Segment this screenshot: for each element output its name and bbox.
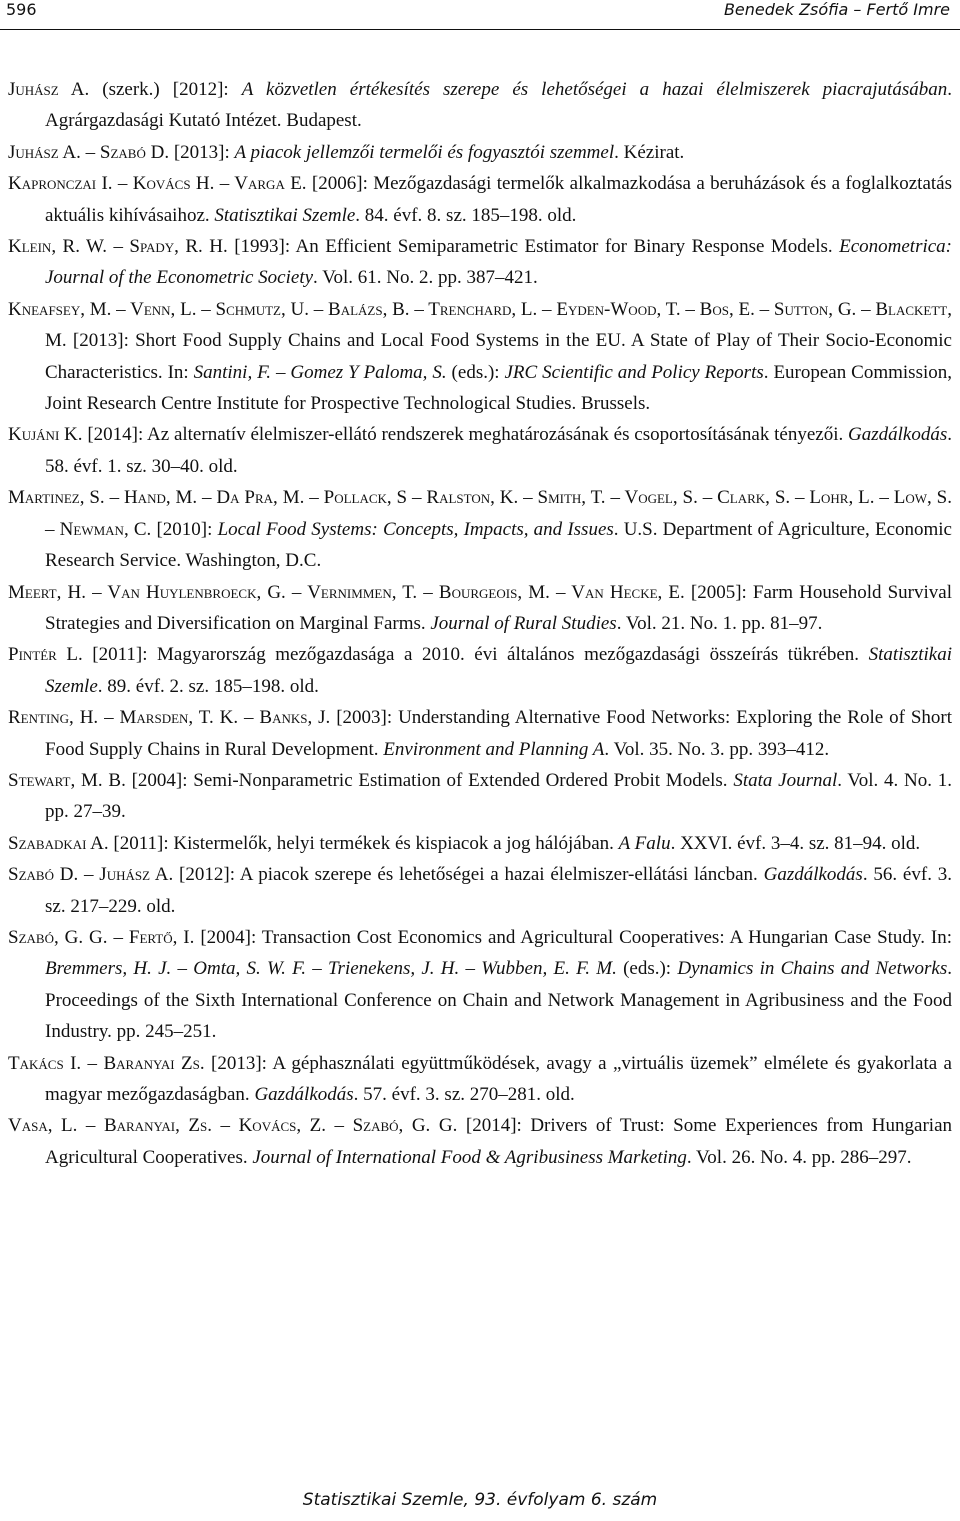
ref-journal: Gazdálkodás: [848, 424, 948, 446]
ref-authors: Juhász A.: [8, 79, 90, 100]
reference-item: Vasa, L. – Baranyai, Zs. – Kovács, Z. – Szabó, G. G. [2014]: Drivers of Trust: Some Experiences from Hungarian Agricultural Cooperatives. Journal of International Food & Agribusiness Marketing. Vol. 26. No. 4. pp. 286–297.: [8, 1115, 953, 1168]
reference-item: Juhász A. (szerk.) [2012]: A közvetlen értékesítés szerepe és lehetőségei a hazai élelmiszerek piacrajutásában. Agrárgazdasági Kutató Intézet. Budapest.: [8, 79, 952, 132]
reference-item: Kujáni K. [2014]: Az alternatív élelmiszer-ellátó rendszerek meghatározásának és csoportosításának tényezői. Gazdálkodás. 58. évf. 1. sz. 30–40. old.: [8, 424, 953, 477]
ref-journal: A Falu: [618, 832, 671, 854]
ref-editors: Bremmers, H. J. – Omta, S. W. F. – Trienekens, J. H. – Wubben, E. F. M.: [45, 958, 617, 980]
reference-item: Pintér L. [2011]: Magyarország mezőgazdasága a 2010. évi általános mezőgazdasági összeírás tükrében. Statisztikai Szemle. 89. évf. 2. sz. 185–198. old.: [8, 644, 952, 697]
ref-authors: Kujáni K.: [8, 424, 83, 446]
ref-journal: Journal of International Food & Agribusiness Marketing: [252, 1146, 687, 1168]
reference-list: [8, 74, 952, 1173]
reference-item: Renting, H. – Marsden, T. K. – Banks, J. [2003]: Understanding Alternative Food Networks: Exploring the Role of Short Food Supply Chains in Rural Development. Environment and Planning A. Vol. 35. No. 3. pp. 393–412.: [8, 707, 952, 760]
page-footer: Statisztikai Szemle, 93. évfolyam 6. szám: [302, 1490, 658, 1510]
reference-item: Martinez, S. – Hand, M. – Da Pra, M. – Pollack, S – Ralston, K. – Smith, T. – Vogel, S. – Clark, S. – Lohr, L. – Low, S. – Newman, C. [2010]: Local Food Systems: Concepts, Impacts, and Issues. U.S. Department of Agriculture, Economic Research Service. Washington, D.C.: [8, 487, 952, 572]
reference-item: Juhász A. – Szabó D. [2013]: A piacok jellemzői termelői és fogyasztói szemmel. Kézirat.: [8, 141, 685, 163]
ref-editors: Santini, F. – Gomez Y Paloma, S.: [193, 361, 447, 383]
page-number: 596: [6, 0, 37, 19]
ref-journal: Gazdálkodás: [763, 864, 863, 886]
reference-item: Szabó D. – Juhász A. [2012]: A piacok szerepe és lehetőségei a hazai élelmiszer-ellátási láncban. Gazdálkodás. 56. évf. 3. sz. 217–229. old.: [8, 864, 952, 917]
reference-item: Szabadkai A. [2011]: Kistermelők, helyi termékek és kispiacok a jog hálójában. A Falu. XXVI. évf. 3–4. sz. 81–94. old.: [8, 832, 921, 854]
ref-journal: Journal of Rural Studies: [430, 612, 617, 634]
ref-journal: Gazdálkodás: [254, 1084, 354, 1105]
ref-authors: Szabadkai A.: [8, 832, 109, 854]
ref-authors: Pintér L.: [8, 644, 83, 666]
ref-journal: Stata Journal: [733, 769, 838, 791]
ref-authors: Renting, H. – Marsden, T. K. – Banks, J.: [8, 707, 331, 729]
ref-title: A közvetlen értékesítés szerepe és lehetőségei a hazai élelmiszerek piacrajutásában: [241, 79, 948, 100]
ref-authors: Martinez, S. – Hand, M. – Da Pra, M. – Pollack, S – Ralston, K. – Smith, T. – Vogel, S. – Clark, S. – Lohr, L. – Low, S. – Newman, C.: [8, 487, 952, 540]
ref-journal: Statisztikai Szemle: [45, 644, 952, 697]
ref-journal: Environment and Planning A: [383, 738, 605, 760]
ref-authors: Stewart, M. B.: [8, 769, 126, 791]
reference-item: Meert, H. – Van Huylenbroeck, G. – Vernimmen, T. – Bourgeois, M. – Van Hecke, E. [2005]: Farm Household Survival Strategies and Diversification on Marginal Farms. Journal of Rural Studies. Vol. 21. No. 1. pp. 81–97.: [8, 581, 952, 634]
ref-journal: Statisztikai Szemle: [214, 204, 356, 226]
ref-authors: Vasa, L. – Baranyai, Zs. – Kovács, Z. – Szabó, G. G.: [8, 1115, 458, 1137]
ref-authors: Szabó D. – Juhász A.: [8, 864, 174, 886]
reference-item: Kneafsey, M. – Venn, L. – Schmutz, U. – Balázs, B. – Trenchard, L. – Eyden-Wood, T. – Bos, E. – Sutton, G. – Blackett, M. [2013]: Short Food Supply Chains and Local Food Systems in the EU. A State of Play of Their Socio-Economic Characteristics. In: Santini, F. – Gomez Y Paloma, S. (eds.): JRC Scientific and Policy Reports. European Commission, Joint Research Centre Institute for Prospective Technological Studies. Brussels.: [8, 298, 952, 415]
reference-item: Kapronczai I. – Kovács H. – Varga E. [2006]: Mezőgazdasági termelők alkalmazkodása a beruházások és a foglalkoztatás aktuális kihívásaihoz. Statisztikai Szemle. 84. évf. 8. sz. 185–198. old.: [8, 173, 952, 226]
running-title: Benedek Zsófia – Fertő Imre: [723, 0, 950, 19]
ref-title: Local Food Systems: Concepts, Impacts, and Issues: [217, 518, 614, 540]
reference-item: Takács I. – Baranyai Zs. [2013]: A géphasználati együttműködések, avagy a „virtuális üzemek” elmélete és gyakorlata a magyar mezőgazdaságban. Gazdálkodás. 57. évf. 3. sz. 270–281. old.: [8, 1052, 952, 1105]
reference-item: Klein, R. W. – Spady, R. H. [1993]: An Efficient Semiparametric Estimator for Binary Response Models. Econometrica: Journal of the Econometric Society. Vol. 61. No. 2. pp. 387–421.: [8, 236, 952, 289]
reference-item: Szabó, G. G. – Fertő, I. [2004]: Transaction Cost Economics and Agricultural Cooperatives: A Hungarian Case Study. In: Bremmers, H. J. – Omta, S. W. F. – Trienekens, J. H. – Wubben, E. F. M. (eds.): Dynamics in Chains and Networks. Proceedings of the Sixth International Conference on Chain and Network Management in Agribusiness and the Food Industry. pp. 245–251.: [8, 926, 953, 1043]
ref-authors: Kapronczai I. – Kovács H. – Varga E.: [8, 173, 307, 195]
reference-item: Stewart, M. B. [2004]: Semi-Nonparametric Estimation of Extended Ordered Probit Models. Stata Journal. Vol. 4. No. 1. pp. 27–39.: [8, 769, 952, 823]
ref-authors: Kneafsey, M. – Venn, L. – Schmutz, U. – Balázs, B. – Trenchard, L. – Eyden-Wood, T. – Bos, E. – Sutton, G. – Blackett, M.: [8, 298, 952, 352]
ref-authors: Takács I. – Baranyai Zs.: [8, 1052, 205, 1074]
ref-authors: Klein, R. W. – Spady, R. H.: [8, 236, 228, 258]
ref-authors: Meert, H. – Van Huylenbroeck, G. – Vernimmen, T. – Bourgeois, M. – Van Hecke, E.: [8, 581, 685, 603]
ref-title: A piacok jellemzői termelői és fogyasztói szemmel: [234, 141, 615, 163]
ref-journal: Econometrica: Journal of the Econometric Society: [45, 236, 952, 289]
page-header: [0, 0, 960, 28]
ref-authors: Juhász A. – Szabó D.: [8, 141, 170, 163]
ref-title: JRC Scientific and Policy Reports: [504, 361, 764, 383]
ref-title: Dynamics in Chains and Networks: [677, 958, 948, 980]
ref-authors: Szabó, G. G. – Fertő, I.: [8, 926, 195, 948]
header-rule: [0, 29, 960, 30]
